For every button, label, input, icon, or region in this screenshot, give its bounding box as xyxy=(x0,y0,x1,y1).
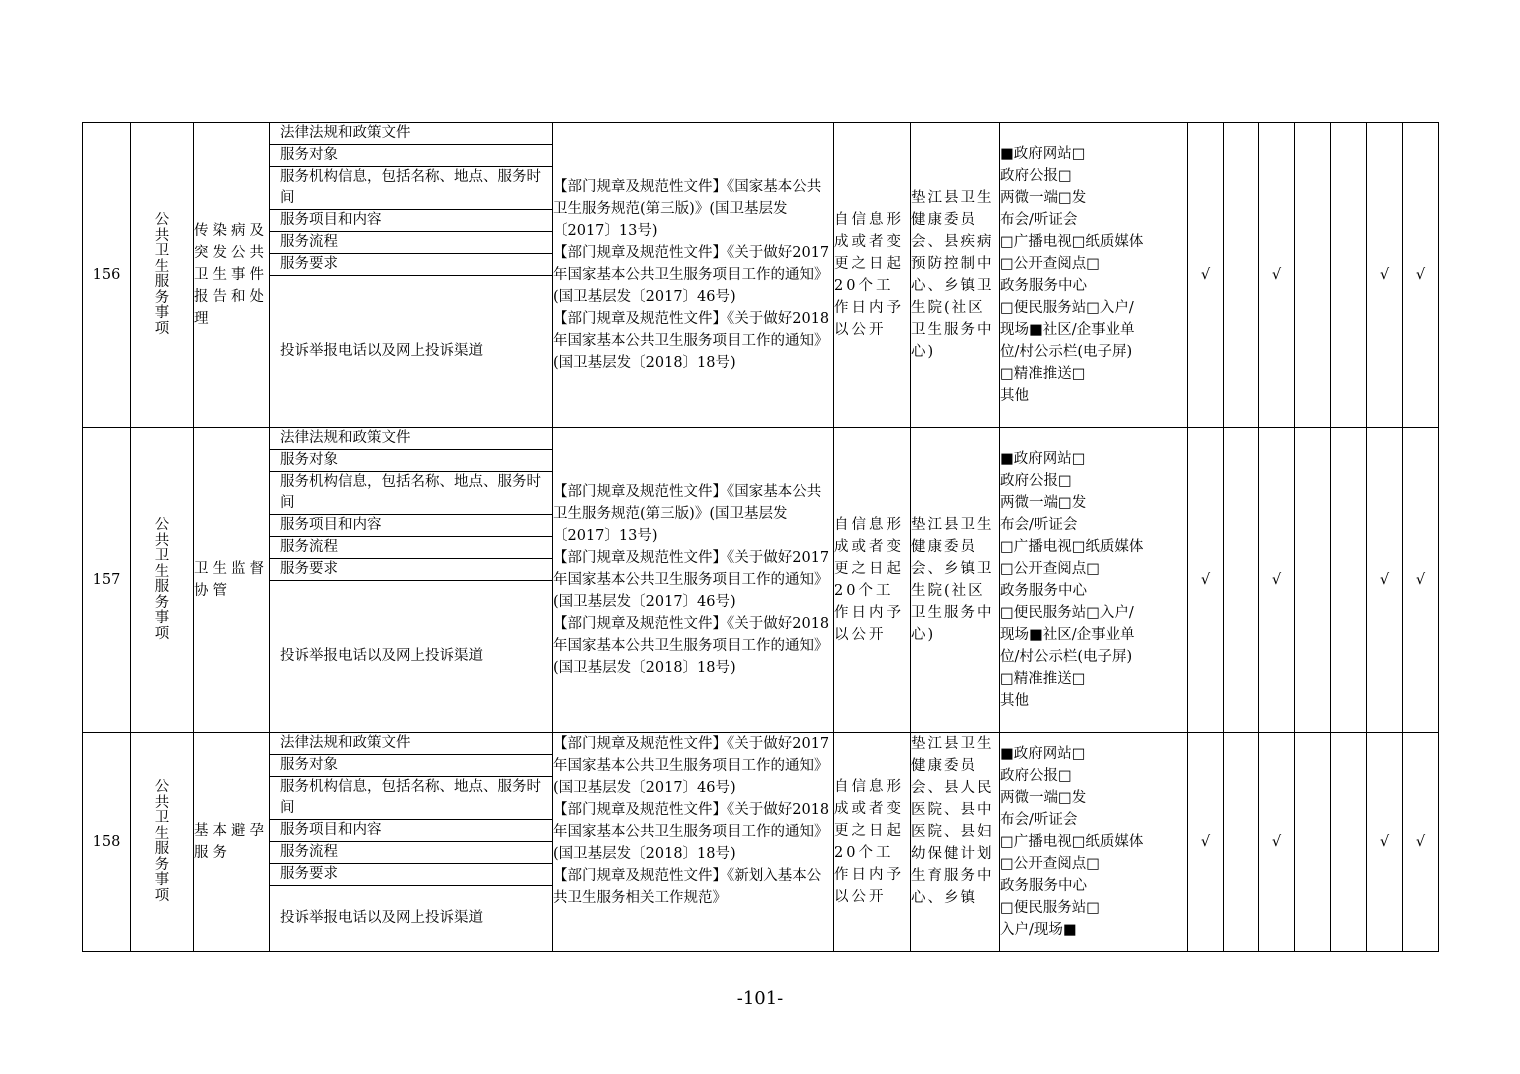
check-cell xyxy=(1295,428,1331,733)
basis-cell: 【部门规章及规范性文件】《国家基本公共卫生服务规范(第三版)》(国卫基层发〔2017〕13号) 【部门规章及规范性文件】《关于做好2017年国家基本公共卫生服务项目工作的通知》(国卫基层发〔2017〕46号) 【部门规章及规范性文件】《关于做好2018年国家基本公共卫生服务项目工作的通知》(国卫基层发〔2018〕18号) xyxy=(553,428,834,733)
disclosure-item: 服务对象 xyxy=(270,755,552,777)
check-cell xyxy=(1295,123,1331,428)
channel-cell: ■政府网站□ 政府公报□ 两微一端□发 布会/听证会 □广播电视□纸质媒体 □公开查阅点□ 政务服务中心 □便民服务站□ 入户/现场■ xyxy=(1000,733,1188,952)
check-cell: √ xyxy=(1367,733,1403,952)
disclosure-item: 服务要求 xyxy=(270,864,552,886)
check-cell xyxy=(1331,428,1367,733)
time-cell: 自信息形成或者变更之日起20个工作日内予以公开 xyxy=(834,123,911,428)
category-text: 公共卫生服务事项 xyxy=(154,517,170,642)
org-cell: 垫江县卫生健康委员会、乡镇卫生院(社区卫生服务中心) xyxy=(911,428,1000,733)
disclosure-item: 法律法规和政策文件 xyxy=(270,123,552,145)
check-cell: √ xyxy=(1259,123,1295,428)
disclosure-table xyxy=(82,122,1439,952)
row-number: 157 xyxy=(83,428,131,733)
category-cell xyxy=(131,123,194,428)
disclosure-item: 法律法规和政策文件 xyxy=(270,428,552,450)
table-row xyxy=(83,733,1439,952)
check-cell xyxy=(1224,428,1259,733)
check-cell: √ xyxy=(1259,428,1295,733)
table-row xyxy=(83,123,1439,428)
disclosure-item: 服务对象 xyxy=(270,450,552,472)
disclosure-item: 服务机构信息，包括名称、地点、服务时间 xyxy=(270,777,552,820)
check-cell xyxy=(1331,733,1367,952)
disclosure-item: 服务流程 xyxy=(270,842,552,864)
disclosure-item: 投诉举报电话以及网上投诉渠道 xyxy=(280,343,483,359)
check-cell xyxy=(1331,123,1367,428)
channel-cell: ■政府网站□ 政府公报□ 两微一端□发 布会/听证会 □广播电视□纸质媒体 □公开查阅点□ 政务服务中心 □便民服务站□入户/ 现场■社区/企事业单 位/村公示栏(电子屏) □精准推送□ 其他 xyxy=(1000,428,1188,733)
disclosure-item: 服务项目和内容 xyxy=(270,820,552,842)
category-text: 公共卫生服务事项 xyxy=(154,212,170,337)
time-cell: 自信息形成或者变更之日起20个工作日内予以公开 xyxy=(834,428,911,733)
category-text: 公共卫生服务事项 xyxy=(154,779,170,904)
basis-cell: 【部门规章及规范性文件】《国家基本公共卫生服务规范(第三版)》(国卫基层发〔2017〕13号) 【部门规章及规范性文件】《关于做好2017年国家基本公共卫生服务项目工作的通知》(国卫基层发〔2017〕46号) 【部门规章及规范性文件】《关于做好2018年国家基本公共卫生服务项目工作的通知》(国卫基层发〔2018〕18号) xyxy=(553,123,834,428)
page-number: -101- xyxy=(736,988,784,1009)
check-cell: √ xyxy=(1188,733,1224,952)
items-cell xyxy=(270,733,553,952)
check-cell xyxy=(1295,733,1331,952)
row-number: 158 xyxy=(83,733,131,952)
check-cell: √ xyxy=(1403,733,1439,952)
items-cell xyxy=(270,123,553,428)
channel-cell: ■政府网站□ 政府公报□ 两微一端□发 布会/听证会 □广播电视□纸质媒体 □公开查阅点□ 政务服务中心 □便民服务站□入户/ 现场■社区/企事业单 位/村公示栏(电子屏) □精准推送□ 其他 xyxy=(1000,123,1188,428)
category-cell xyxy=(131,733,194,952)
org-cell: 垫江县卫生健康委员会、县人民医院、县中医院、县妇幼保健计划生育服务中心、乡镇 xyxy=(911,733,1000,952)
check-cell: √ xyxy=(1367,428,1403,733)
items-cell xyxy=(270,428,553,733)
check-cell: √ xyxy=(1259,733,1295,952)
disclosure-item: 法律法规和政策文件 xyxy=(270,733,552,755)
check-cell: √ xyxy=(1403,428,1439,733)
topic-cell: 卫生监督协管 xyxy=(194,428,270,733)
disclosure-item: 服务项目和内容 xyxy=(270,515,552,537)
table-body xyxy=(83,123,1439,952)
check-cell: √ xyxy=(1188,123,1224,428)
check-cell: √ xyxy=(1188,428,1224,733)
disclosure-item: 服务机构信息，包括名称、地点、服务时间 xyxy=(270,472,552,515)
check-cell xyxy=(1224,123,1259,428)
check-cell xyxy=(1224,733,1259,952)
topic-cell: 基本避孕服务 xyxy=(194,733,270,952)
table-row xyxy=(83,428,1439,733)
disclosure-item: 服务要求 xyxy=(270,559,552,581)
disclosure-item: 投诉举报电话以及网上投诉渠道 xyxy=(280,910,483,926)
disclosure-item: 投诉举报电话以及网上投诉渠道 xyxy=(280,648,483,664)
disclosure-item: 服务流程 xyxy=(270,537,552,559)
row-number: 156 xyxy=(83,123,131,428)
time-cell: 自信息形成或者变更之日起20个工作日内予以公开 xyxy=(834,733,911,952)
check-cell: √ xyxy=(1403,123,1439,428)
disclosure-item: 服务要求 xyxy=(270,254,552,276)
basis-cell: 【部门规章及规范性文件】《关于做好2017年国家基本公共卫生服务项目工作的通知》(国卫基层发〔2017〕46号) 【部门规章及规范性文件】《关于做好2018年国家基本公共卫生服务项目工作的通知》(国卫基层发〔2018〕18号) 【部门规章及规范性文件】《新划入基本公共卫生服务相关工作规范》 xyxy=(553,733,834,952)
category-cell xyxy=(131,428,194,733)
disclosure-item: 服务对象 xyxy=(270,145,552,167)
disclosure-item: 服务流程 xyxy=(270,232,552,254)
org-cell: 垫江县卫生健康委员会、县疾病预防控制中心、乡镇卫生院(社区卫生服务中心) xyxy=(911,123,1000,428)
disclosure-item: 服务项目和内容 xyxy=(270,210,552,232)
disclosure-item: 服务机构信息，包括名称、地点、服务时间 xyxy=(270,167,552,210)
check-cell: √ xyxy=(1367,123,1403,428)
topic-cell: 传染病及突发公共卫生事件报告和处理 xyxy=(194,123,270,428)
